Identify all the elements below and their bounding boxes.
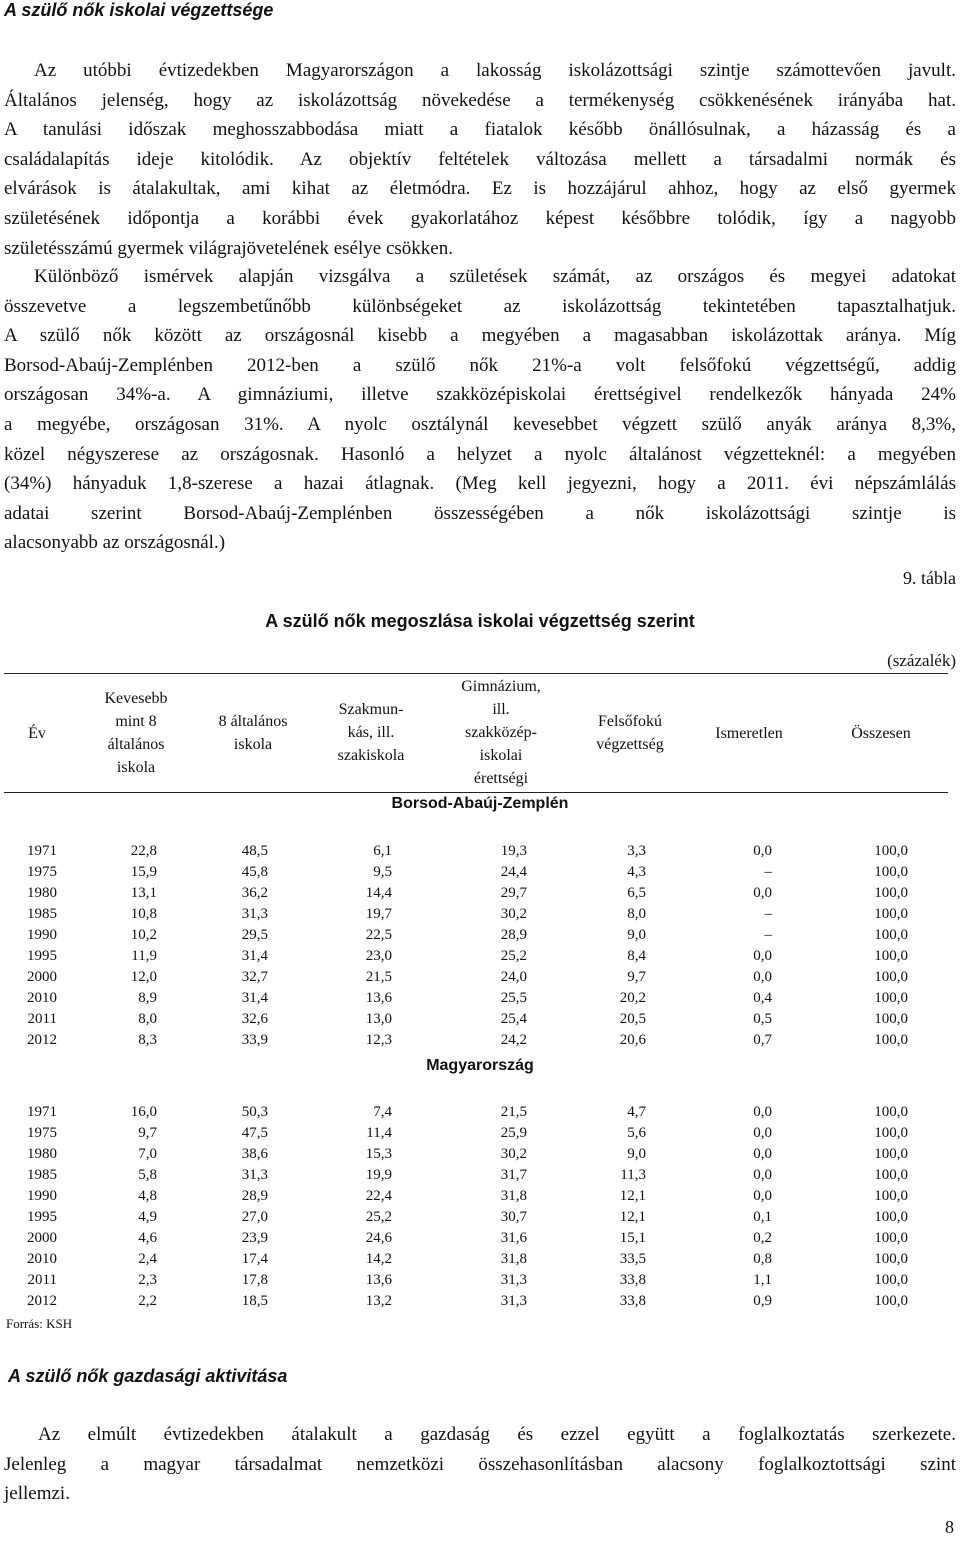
table-cell: 19,3 — [500, 843, 527, 859]
table-cell: 18,5 — [241, 1293, 268, 1309]
table-cell: 4,8 — [138, 1188, 157, 1204]
column-header-secondary-graduation — [436, 675, 566, 790]
table-source: Forrás: KSH — [6, 1316, 73, 1331]
table-cell: 7,0 — [138, 1146, 157, 1162]
table-row — [0, 864, 960, 885]
region-label: Magyarország — [426, 1057, 534, 1074]
table-cell: 24,6 — [365, 1230, 392, 1246]
table-number: 9. tábla — [903, 568, 956, 588]
table-cell: 31,6 — [500, 1230, 527, 1246]
table-cell: 31,4 — [241, 990, 268, 1006]
table-cell: 24,4 — [500, 864, 527, 880]
page-number: 8 — [945, 1517, 954, 1537]
table-cell: 2010 — [27, 990, 57, 1006]
table-cell: 100,0 — [874, 1125, 908, 1141]
table-row — [0, 1032, 960, 1053]
table-cell: 14,4 — [365, 885, 392, 901]
text-line: összevetve a legszembetűnőbb különbségeket az iskolázottság tekintetében tapasztalhatjuk. — [4, 295, 956, 317]
table-cell: 31,3 — [241, 1167, 268, 1183]
table-cell: 10,2 — [130, 927, 157, 943]
table-row — [0, 1188, 960, 1209]
table-cell: 1980 — [27, 1146, 57, 1162]
table-cell: 0,0 — [753, 948, 772, 964]
table-cell: 17,4 — [241, 1251, 268, 1267]
table-cell: 9,7 — [627, 969, 646, 985]
table-cell: 0,0 — [753, 885, 772, 901]
table-cell: 4,7 — [627, 1104, 646, 1120]
table-cell: 2010 — [27, 1251, 57, 1267]
text-line: Általános jelenség, hogy az iskolázottság növekedése a termékenység csökkenésének irányába hat. — [4, 89, 956, 111]
table-cell: 4,9 — [138, 1209, 157, 1225]
table-cell: 22,8 — [130, 843, 157, 859]
table-row — [0, 1104, 960, 1125]
header-line: általános — [107, 736, 165, 753]
table-cell: 100,0 — [874, 990, 908, 1006]
header-line: ill. — [492, 701, 510, 718]
table-cell: 0,2 — [753, 1230, 772, 1246]
table-cell: 100,0 — [874, 1230, 908, 1246]
table-cell: 8,0 — [138, 1011, 157, 1027]
table-cell: – — [764, 906, 772, 922]
table-cell: 31,3 — [500, 1293, 527, 1309]
table-cell: 0,4 — [753, 990, 772, 1006]
table-cell: 100,0 — [874, 1293, 908, 1309]
paragraph-economic-activity — [4, 1420, 956, 1509]
text-line: közel négyszerese az országosnak. Hasonló a helyzet a nyolc általánost végzetteknél: a megyében — [4, 443, 956, 465]
table-cell: 6,1 — [373, 843, 392, 859]
table-row — [0, 927, 960, 948]
text-line: születésszámú gyermek világrajövetelének esélye csökken. — [4, 237, 453, 259]
table-cell: 29,7 — [500, 885, 527, 901]
header-line: Kevesebb — [104, 690, 168, 707]
table-cell: 12,3 — [365, 1032, 392, 1048]
table-cell: 31,3 — [241, 906, 268, 922]
table-cell: 4,3 — [627, 864, 646, 880]
table-cell: 2000 — [27, 1230, 57, 1246]
column-header-unknown: Ismeretlen — [715, 725, 783, 742]
table-top-rule — [4, 673, 948, 674]
table-row — [0, 843, 960, 864]
text-line: Az utóbbi évtizedekben Magyarországon a lakosság iskolázottsági szintje számottevően javult. — [34, 60, 956, 81]
table-cell: 100,0 — [874, 864, 908, 880]
table-cell: 21,5 — [500, 1104, 527, 1120]
table-cell: 50,3 — [241, 1104, 268, 1120]
table-cell: 100,0 — [874, 1011, 908, 1027]
table-cell: 2011 — [27, 1011, 57, 1027]
table-cell: 22,4 — [365, 1188, 392, 1204]
column-header-less-than-8 — [82, 687, 190, 779]
text-line: Különböző ismérvek alapján vizsgálva a születések számát, az országos és megyei adatokat — [34, 266, 956, 287]
table-cell: 100,0 — [874, 948, 908, 964]
table-cell: 31,8 — [500, 1251, 527, 1267]
table-row — [0, 1251, 960, 1272]
table-cell: 2011 — [27, 1272, 57, 1288]
table-cell: 2000 — [27, 969, 57, 985]
header-line: Felsőfokú — [598, 713, 662, 730]
table-cell: 38,6 — [241, 1146, 268, 1162]
table-cell: 30,2 — [500, 906, 527, 922]
table-cell: 1971 — [27, 843, 57, 859]
table-cell: 1,1 — [753, 1272, 772, 1288]
table-cell: 5,6 — [627, 1125, 646, 1141]
table-cell: 2,3 — [138, 1272, 157, 1288]
table-cell: 24,2 — [500, 1032, 527, 1048]
text-line: családalapítás ideje kitolódik. Az objektív feltételek változása mellett a társadalmi normák és — [4, 148, 956, 170]
table-cell: 0,7 — [753, 1032, 772, 1048]
table-cell: 12,1 — [619, 1209, 646, 1225]
table-cell: 13,2 — [365, 1293, 392, 1309]
header-line: szakközép- — [465, 724, 537, 741]
table-cell: 20,2 — [619, 990, 646, 1006]
table-cell: 0,0 — [753, 1167, 772, 1183]
table-cell: 15,9 — [130, 864, 157, 880]
table-cell: 20,5 — [619, 1011, 646, 1027]
column-header-8-elementary — [198, 710, 308, 756]
table-cell: 100,0 — [874, 843, 908, 859]
table-cell: 15,3 — [365, 1146, 392, 1162]
table-cell: 0,0 — [753, 843, 772, 859]
table-cell: 0,9 — [753, 1293, 772, 1309]
region-label: Borsod-Abaúj-Zemplén — [391, 795, 569, 812]
table-cell: 100,0 — [874, 969, 908, 985]
table-cell: 7,4 — [373, 1104, 392, 1120]
table-cell: 17,8 — [241, 1272, 268, 1288]
table-cell: 11,4 — [366, 1125, 392, 1141]
table-cell: 12,0 — [130, 969, 157, 985]
section-heading-economic-activity: A szülő nők gazdasági aktivitása — [8, 1366, 288, 1386]
text-line: a megyébe, országosan 31%. A nyolc osztálynál kevesebbet végzett szülő anyák aránya 8,3%, — [4, 413, 956, 435]
table-cell: 1975 — [27, 1125, 57, 1141]
header-line: Szakmun- — [338, 701, 404, 718]
table-cell: 47,5 — [241, 1125, 268, 1141]
text-line: Jelenleg a magyar társadalmat nemzetközi összehasonlításban alacsony foglalkoztottsági szint — [4, 1453, 956, 1475]
table-row — [0, 1209, 960, 1230]
text-line: Borsod-Abaúj-Zemplénben 2012-ben a szülő nők 21%-a volt felsőfokú végzettségű, addig — [4, 354, 956, 376]
table-row — [0, 1011, 960, 1032]
table-cell: 2012 — [27, 1032, 57, 1048]
table-row — [0, 990, 960, 1011]
text-line: alacsonyabb az országosnál.) — [4, 532, 226, 554]
table-cell: 25,2 — [500, 948, 527, 964]
table-cell: 9,0 — [627, 927, 646, 943]
table-cell: 2012 — [27, 1293, 57, 1309]
table-cell: 100,0 — [874, 1104, 908, 1120]
text-line: országosan 34%-a. A gimnáziumi, illetve szakközépiskolai érettségivel rendelkezők hányada 24% — [4, 384, 956, 406]
table-cell: 1995 — [27, 948, 57, 964]
column-header-total: Összesen — [851, 725, 911, 742]
paragraph-education-comparison — [4, 262, 956, 558]
table-cell: 31,8 — [500, 1188, 527, 1204]
table-cell: 25,5 — [500, 990, 527, 1006]
table-cell: 1971 — [27, 1104, 57, 1120]
text-line: adatai szerint Borsod-Abaúj-Zemplénben összességében a nők iskolázottsági szintje is — [4, 502, 956, 524]
column-header-higher-education — [574, 710, 686, 756]
table-cell: 13,1 — [130, 885, 157, 901]
text-line: születésének időpontja a korábbi évek gyakorlatához képest későbbre tolódik, így a nagyobb — [4, 207, 956, 229]
text-line: A tanulási időszak meghosszabbodása miatt a fiatalok később önállósulnak, a házasság és a — [4, 119, 956, 141]
table-cell: 25,2 — [365, 1209, 392, 1225]
table-cell: 1975 — [27, 864, 57, 880]
table-row — [0, 1146, 960, 1167]
table-cell: 4,6 — [138, 1230, 157, 1246]
table-cell: 8,3 — [138, 1032, 157, 1048]
section-heading-education: A szülő nők iskolai végzettsége — [4, 0, 274, 20]
table-cell: 0,0 — [753, 1188, 772, 1204]
table-cell: 15,1 — [619, 1230, 646, 1246]
header-line: 8 általános — [218, 713, 288, 730]
table-cell: 32,6 — [241, 1011, 268, 1027]
table-cell: 0,0 — [753, 1146, 772, 1162]
table-cell: 0,1 — [753, 1209, 772, 1225]
text-line: elvárások is átalakultak, ami kihat az életmódra. Ez is hozzájárul ahhoz, hogy az első gyermek — [4, 178, 956, 200]
table-cell: 6,5 — [627, 885, 646, 901]
table-cell: 1990 — [27, 1188, 57, 1204]
header-line: iskolai — [479, 747, 523, 764]
column-header-vocational — [316, 698, 426, 767]
table-cell: 10,8 — [130, 906, 157, 922]
table-cell: 8,4 — [627, 948, 646, 964]
header-line: érettségi — [473, 770, 529, 787]
table-cell: 1990 — [27, 927, 57, 943]
paragraph-education-intro — [4, 56, 956, 263]
table-cell: 11,3 — [620, 1167, 646, 1183]
table-cell: 100,0 — [874, 1146, 908, 1162]
table-cell: 23,0 — [365, 948, 392, 964]
table-cell: – — [764, 927, 772, 943]
table-cell: 8,0 — [627, 906, 646, 922]
header-line: szakiskola — [337, 747, 405, 764]
table-cell: 2,4 — [138, 1251, 157, 1267]
table-cell: 0,0 — [753, 969, 772, 985]
table-cell: 33,9 — [241, 1032, 268, 1048]
header-line: Gimnázium, — [461, 678, 541, 695]
table-cell: 100,0 — [874, 1188, 908, 1204]
text-line: Az elmúlt évtizedekben átalakult a gazdaság és ezzel együtt a foglalkoztatás szerkezete. — [38, 1424, 956, 1445]
table-cell: 12,1 — [619, 1188, 646, 1204]
table-cell: 13,6 — [365, 990, 392, 1006]
table-cell: 0,8 — [753, 1251, 772, 1267]
table-cell: 1985 — [27, 1167, 57, 1183]
table-cell: 9,0 — [627, 1146, 646, 1162]
table-cell: – — [764, 864, 772, 880]
table-cell: 33,8 — [619, 1293, 646, 1309]
table-cell: 19,9 — [365, 1167, 392, 1183]
column-header-year: Év — [28, 725, 46, 742]
table-cell: 45,8 — [241, 864, 268, 880]
table-header-rule — [4, 792, 948, 793]
table-cell: 31,4 — [241, 948, 268, 964]
table-cell: 22,5 — [365, 927, 392, 943]
table-cell: 33,5 — [619, 1251, 646, 1267]
table-cell: 24,0 — [500, 969, 527, 985]
table-unit: (százalék) — [887, 651, 956, 670]
table-cell: 100,0 — [874, 1251, 908, 1267]
table-cell: 100,0 — [874, 1167, 908, 1183]
table-cell: 100,0 — [874, 885, 908, 901]
table-cell: 9,7 — [138, 1125, 157, 1141]
text-line: A szülő nők között az országosnál kisebb a megyében a magasabban iskolázottak aránya. Míg — [4, 325, 956, 347]
table-cell: 5,8 — [138, 1167, 157, 1183]
table-cell: 9,5 — [373, 864, 392, 880]
header-line: kás, ill. — [347, 724, 395, 741]
table-cell: 100,0 — [874, 1272, 908, 1288]
table-row — [0, 1293, 960, 1314]
table-cell: 11,9 — [131, 948, 157, 964]
table-cell: 14,2 — [365, 1251, 392, 1267]
table-row — [0, 1167, 960, 1188]
table-cell: 25,4 — [500, 1011, 527, 1027]
table-cell: 0,5 — [753, 1011, 772, 1027]
header-line: végzettség — [596, 736, 664, 753]
table-cell: 48,5 — [241, 843, 268, 859]
table-cell: 31,7 — [500, 1167, 527, 1183]
table-cell: 8,9 — [138, 990, 157, 1006]
table-cell: 16,0 — [130, 1104, 157, 1120]
table-cell: 33,8 — [619, 1272, 646, 1288]
table-cell: 100,0 — [874, 1209, 908, 1225]
table-cell: 2,2 — [138, 1293, 157, 1309]
table-cell: 100,0 — [874, 1032, 908, 1048]
table-cell: 19,7 — [365, 906, 392, 922]
table-cell: 27,0 — [241, 1209, 268, 1225]
table-cell: 30,2 — [500, 1146, 527, 1162]
table-cell: 1985 — [27, 906, 57, 922]
table-cell: 20,6 — [619, 1032, 646, 1048]
table-row — [0, 1125, 960, 1146]
table-cell: 36,2 — [241, 885, 268, 901]
table-row — [0, 948, 960, 969]
table-cell: 13,0 — [365, 1011, 392, 1027]
table-row — [0, 969, 960, 990]
table-title: A szülő nők megoszlása iskolai végzettség szerint — [265, 611, 695, 631]
table-cell: 0,0 — [753, 1125, 772, 1141]
table-cell: 30,7 — [500, 1209, 527, 1225]
table-cell: 3,3 — [627, 843, 646, 859]
header-line: iskola — [116, 759, 156, 776]
table-cell: 28,9 — [241, 1188, 268, 1204]
table-cell: 21,5 — [365, 969, 392, 985]
text-line: jellemzi. — [4, 1483, 70, 1505]
table-cell: 25,9 — [500, 1125, 527, 1141]
table-cell: 23,9 — [241, 1230, 268, 1246]
table-row — [0, 906, 960, 927]
header-line: mint 8 — [115, 713, 157, 730]
table-cell: 1980 — [27, 885, 57, 901]
table-cell: 0,0 — [753, 1104, 772, 1120]
table-cell: 100,0 — [874, 927, 908, 943]
table-cell: 31,3 — [500, 1272, 527, 1288]
table-cell: 100,0 — [874, 906, 908, 922]
table-row — [0, 1230, 960, 1251]
text-line: (34%) hányaduk 1,8-szerese a hazai átlagnak. (Meg kell jegyezni, hogy a 2011. évi népszámlálás — [4, 473, 956, 495]
table-cell: 1995 — [27, 1209, 57, 1225]
table-cell: 13,6 — [365, 1272, 392, 1288]
table-cell: 29,5 — [241, 927, 268, 943]
table-cell: 32,7 — [241, 969, 268, 985]
table-row — [0, 1272, 960, 1293]
table-cell: 28,9 — [500, 927, 527, 943]
header-line: iskola — [233, 736, 273, 753]
table-row — [0, 885, 960, 906]
